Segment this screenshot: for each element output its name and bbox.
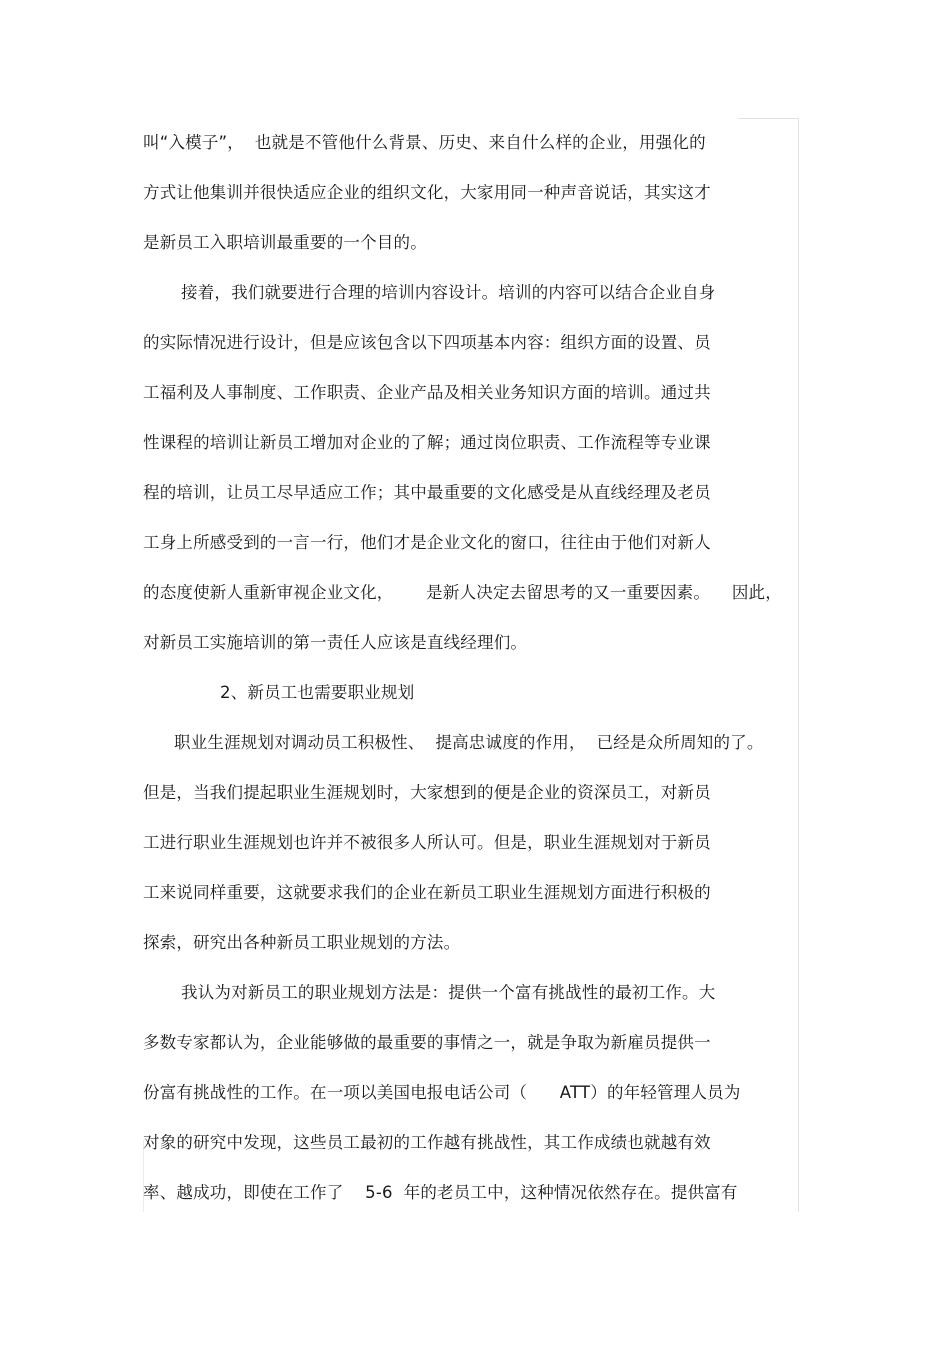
text-line: 工进行职业生涯规划也许并不被很多人所认可。但是，职业生涯规划对于新员 <box>143 833 711 852</box>
paragraph-first-line: 我认为对新员工的职业规划方法是：提供一个富有挑战性的最初工作。大 <box>181 983 716 1002</box>
text-line: 是新员工入职培训最重要的一个目的。 <box>143 233 427 252</box>
text-line: 对新员工实施培训的第一责任人应该是直线经理们。 <box>143 633 528 652</box>
text-line: 多数专家都认为，企业能够做的最重要的事情之一，就是争取为新雇员提供一 <box>143 1033 711 1052</box>
text-line: 探索，研究出各种新员工职业规划的方法。 <box>143 933 461 952</box>
text-line: 程的培训，让员工尽早适应工作；其中最重要的文化感受是从直线经理及老员 <box>143 483 711 502</box>
text-line: 叫“入模子”， 也就是不管他什么背景、历史、来自什么样的企业，用强化的 <box>143 133 706 152</box>
text-line: 工来说同样重要，这就要求我们的企业在新员工职业生涯规划方面进行积极的 <box>143 883 711 902</box>
text-line: 率、越成功，即使在工作了 5-6 年的老员工中，这种情况依然存在。提供富有 <box>143 1183 738 1202</box>
text-line: 方式让他集训并很快适应企业的组织文化，大家用同一种声音说话，其实这才 <box>143 183 711 202</box>
paragraph-first-line: 职业生涯规划对调动员工积极性、 提高忠诚度的作用， 已经是众所周知的了。 <box>174 733 764 752</box>
text-line: 工身上所感受到的一言一行，他们才是企业文化的窗口，往往由于他们对新人 <box>143 533 711 552</box>
text-line: 工福利及人事制度、工作职责、企业产品及相关业务知识方面的培训。通过共 <box>143 383 711 402</box>
text-line: 性课程的培训让新员工增加对企业的了解；通过岗位职责、工作流程等专业课 <box>143 433 711 452</box>
text-line: 对象的研究中发现，这些员工最初的工作越有挑战性，其工作成绩也就越有效 <box>143 1133 711 1152</box>
text-line: 但是，当我们提起职业生涯规划时，大家想到的便是企业的资深员工，对新员 <box>143 783 711 802</box>
text-line: 份富有挑战性的工作。在一项以美国电报电话公司（ ATT）的年轻管理人员为 <box>143 1083 741 1102</box>
paragraph-first-line: 接着，我们就要进行合理的培训内容设计。培训的内容可以结合企业自身 <box>181 283 716 302</box>
text-line: 的实际情况进行设计，但是应该包含以下四项基本内容：组织方面的设置、员 <box>143 333 711 352</box>
page-frame-right-edge <box>798 118 799 1212</box>
text-line: 的态度使新人重新审视企业文化， 是新人决定去留思考的又一重要因素。 因此， <box>143 583 782 602</box>
page-frame-top-edge <box>738 118 798 119</box>
section-heading: 2、新员工也需要职业规划 <box>220 683 415 702</box>
